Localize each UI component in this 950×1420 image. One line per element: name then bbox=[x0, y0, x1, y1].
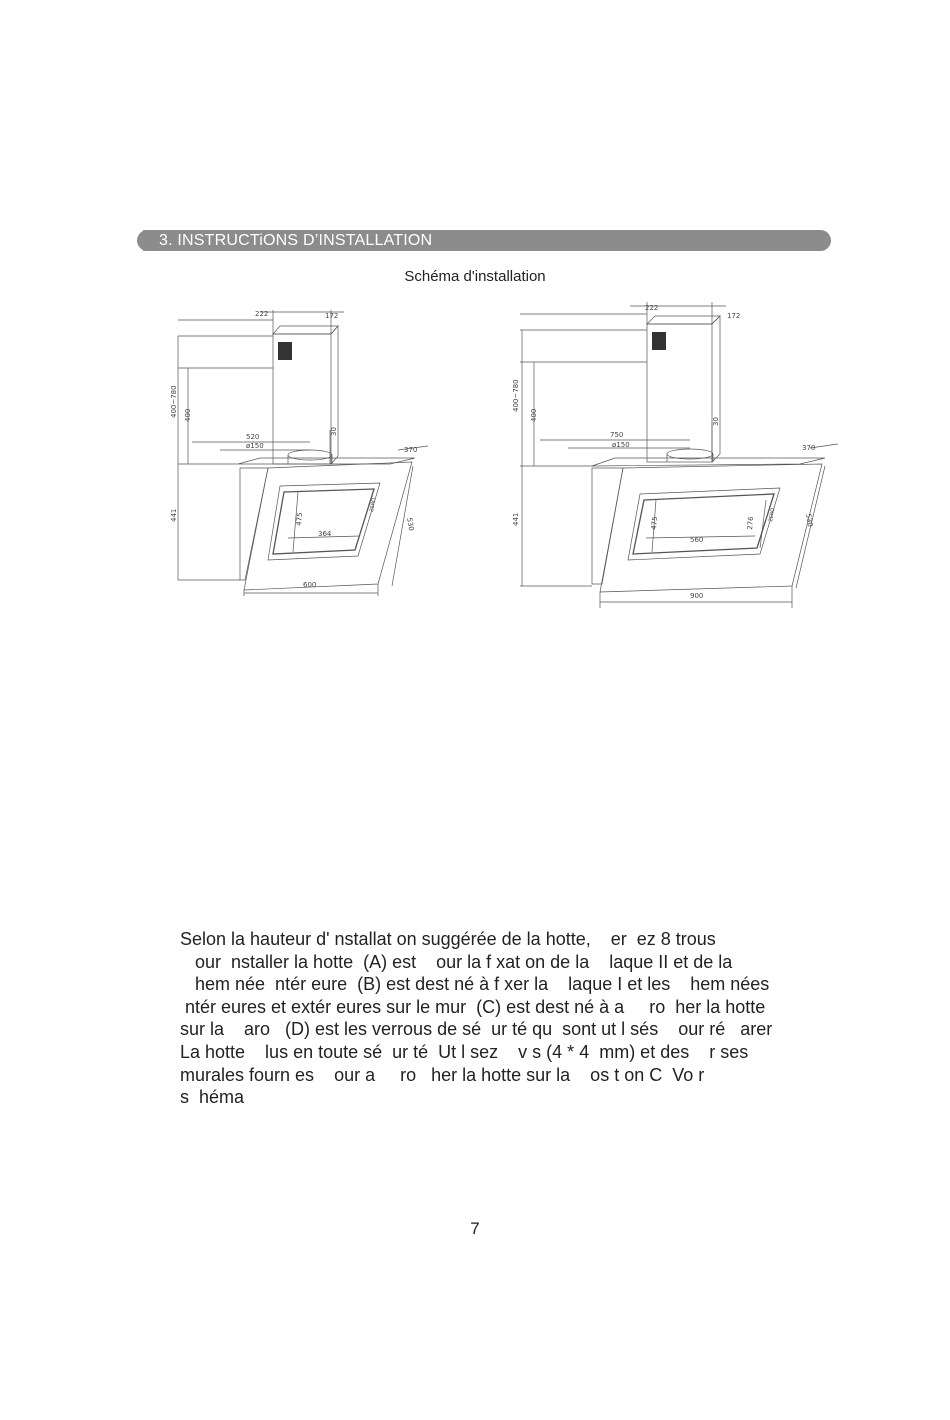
section-title: 3. INSTRUCTiONS D’INSTALLATION bbox=[159, 232, 433, 249]
section-header-bar bbox=[143, 230, 831, 251]
left-outlet-height-label: 30 bbox=[330, 427, 338, 436]
left-hood-drawing bbox=[178, 310, 428, 596]
left-hood-depth-label: 370 bbox=[404, 446, 418, 454]
right-outlet-diameter-label: ø150 bbox=[612, 441, 630, 449]
installation-instructions-text bbox=[180, 928, 850, 1109]
left-hood-height-label: 441 bbox=[170, 508, 178, 522]
body-line: murales fourn es our a ro her la hotte sur la os t on C Vo r bbox=[180, 1064, 705, 1085]
body-line: s héma bbox=[180, 1087, 245, 1108]
right-glass-height-label: 530 bbox=[804, 512, 815, 528]
left-window-width-label: 364 bbox=[318, 530, 332, 538]
right-hood-drawing bbox=[520, 302, 838, 608]
right-chimney-height-label: 400 bbox=[530, 408, 538, 422]
right-outlet-height-label: 30 bbox=[712, 417, 720, 426]
left-window-height-label: 475 bbox=[295, 512, 305, 527]
left-chimney-width-label: 222 bbox=[255, 310, 269, 318]
body-line: La hotte lus en toute sé ur té Ut l sez v s (4 * 4 mm) et des r ses bbox=[180, 1041, 749, 1062]
body-line: Selon la hauteur d' nstallat on suggérée de la hotte, er ez 8 trous bbox=[180, 929, 716, 949]
right-chimney-depth-label: 172 bbox=[727, 312, 741, 320]
right-chimney-width-label: 222 bbox=[645, 304, 659, 312]
right-window-height-2-label: 276 bbox=[746, 516, 756, 531]
left-glass-height-label: 530 bbox=[405, 516, 416, 532]
left-chimney-height-range-label: 400~780 bbox=[170, 385, 178, 418]
right-hood-height-label: 441 bbox=[512, 512, 520, 526]
left-chimney-height-label: 400 bbox=[184, 408, 192, 422]
body-line: ntér eures et extér eures sur le mur (C) est dest né à a ro her la hotte bbox=[180, 996, 766, 1017]
body-line: sur la aro (D) est les verrous de sé ur té qu sont ut l sés our ré arer bbox=[180, 1019, 773, 1040]
right-chimney-height-range-label: 400~780 bbox=[512, 379, 520, 412]
body-line: hem née ntér eure (B) est dest né à f xer la laque I et les hem nées bbox=[180, 974, 770, 995]
right-hood-depth-label: 370 bbox=[802, 444, 816, 452]
right-hood-width-label: 900 bbox=[690, 592, 704, 600]
right-window-width-label: 560 bbox=[690, 536, 704, 544]
installation-drawing bbox=[160, 290, 840, 620]
right-brand-mark: ZERO bbox=[768, 507, 777, 523]
diagram-title: Schéma d'installation bbox=[404, 268, 546, 285]
left-chimney-depth-label: 172 bbox=[325, 312, 339, 320]
page-number: 7 bbox=[470, 1219, 480, 1238]
section-header-cap bbox=[137, 230, 158, 251]
left-brand-mark: ZERO bbox=[369, 497, 378, 513]
right-window-height-label: 475 bbox=[650, 516, 660, 531]
left-outlet-offset-label: 520 bbox=[246, 433, 260, 441]
left-outlet-diameter-label: ø150 bbox=[246, 442, 264, 450]
body-line: our nstaller la hotte (A) est our la f xat on de la laque II et de la bbox=[180, 951, 733, 972]
right-outlet-offset-label: 750 bbox=[610, 431, 624, 439]
left-hood-width-label: 600 bbox=[303, 581, 317, 589]
